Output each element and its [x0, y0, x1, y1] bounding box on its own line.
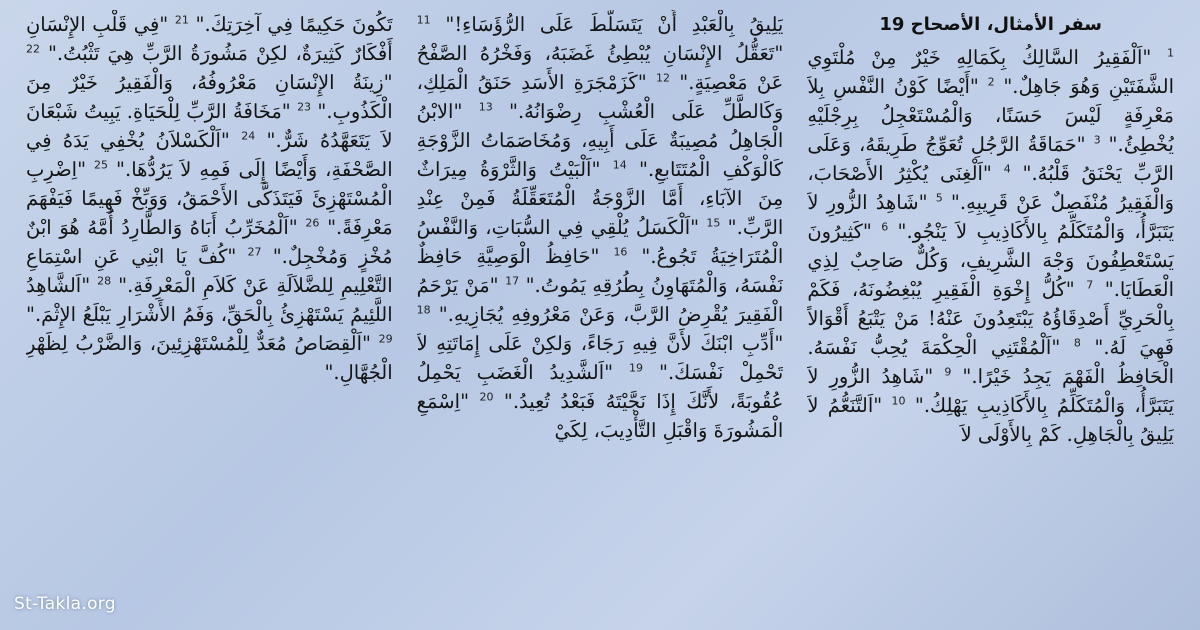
column-right: [807, 10, 1174, 570]
column-right-text: $^1$ "اَلْفَقِيرُ السَّالِكُ بِكَمَالِهِ خَيْرٌ مِنْ مُلْتَوِي الشَّفَتَيْنِ وَهُوَ جَاهِلٌ." $^2$ "أَيْضًا كَوْنُ النَّفْسِ بِلاَ مَعْرِفَةٍ لَيْسَ حَسَنًا، وَالْمُسْتَعْجِلُ بِرِجْلَيْهِ يُخْطِئُ." $^3$ "حَمَاقَةُ الرَّجُلِ تُعَوِّجُ طَرِيقَهُ، وَعَلَى الرَّبِّ يَحْنَقُ قَلْبُهُ." $^4$ "اَلْغِنَى يُكْثِرُ الأَصْحَابَ، وَالْفَقِيرُ مُنْفَصِلٌ عَنْ قَرِيبِهِ." $^5$ "شَاهِدُ الزُّورِ لاَ يَتَبَرَّأُ، وَالْمُتَكَلِّمُ بِالأَكَاذِيبِ لاَ يَنْجُو." $^6$ "كَثِيرُونَ يَسْتَعْطِفُونَ وَجْهَ الشَّرِيفِ، وَكُلٌّ صَاحِبٌ لِذِي الْعَطَايَا." $^7$ "كُلُّ إِخْوَةِ الْفَقِيرِ يُبْغِضُونَهُ، فَكَمْ بِالْحَرِيِّ أَصْدِقَاؤُهُ يَبْتَعِدُونَ عَنْهُ! مَنْ يَتْبَعُ أَقْوَالاً فَهِيَ لَهُ." $^8$ "اَلْمُقْتَنِي الْحِكْمَةَ يُحِبُّ نَفْسَهُ. الْحَافِظُ الْفَهْمَ يَجِدُ خَيْرًا." $^9$ "شَاهِدُ الزُّورِ لاَ يَتَبَرَّأُ، وَالْمُتَكَلِّمُ بِالأَكَاذِيبِ يَهْلِكُ." $^{10}$ "اَلتَّنَعُّمُ لاَ يَلِيقُ بِالْجَاهِلِ. كَمْ بِالأَوْلَى لاَ: [807, 46, 1174, 446]
column-left-text: تَكُونَ حَكِيمًا فِي آخِرَتِكَ." $^{21}$ "فِي قَلْبِ الإِنْسَانِ أَفْكَارٌ كَثِيرَةٌ، لكِنْ مَشُورَةُ الرَّبِّ هِيَ تَثْبُتُ." $^{22}$ "زِينَةُ الإِنْسَانِ مَعْرُوفُهُ، وَالْفَقِيرُ خَيْرٌ مِنَ الْكَذُوبِ." $^{23}$ "مَخَافَةُ الرَّبِّ لِلْحَيَاةِ. يَبِيتُ شَبْعَانَ لاَ يَتَعَهَّدُهُ شَرٌّ." $^{24}$ "اَلْكَسْلاَنُ يُخْفِي يَدَهُ فِي الصَّحْفَةِ، وَأَيْضًا إِلَى فَمِهِ لاَ يَرُدُّهَا." $^{25}$ "اِضْرِبِ الْمُسْتَهْزِئَ فَيَتَذَكَّى الأَحْمَقُ، وَوَبِّخْ فَهِيمًا فَيَفْهَمَ مَعْرِفَةً." $^{26}$ "اَلْمُخَرِّبُ أَبَاهُ وَالطَّارِدُ أُمَّهُ هُوَ ابْنٌ مُخْزٍ وَمُخْجِلٌ." $^{27}$ "كُفَّ يَا ابْنِي عَنِ اسْتِمَاعِ التَّعْلِيمِ لِلضَّلاَلَةِ عَنْ كَلاَمِ الْمَعْرِفَةِ." $^{28}$ "اَلشَّاهِدُ اللَّئِيمُ يَسْتَهْزِئُ بِالْحَقِّ، وَفَمُ الأَشْرَارِ يَبْلَعُ الإِثْمَ." $^{29}$ "اَلْقِصَاصُ مُعَدٌّ لِلْمُسْتَهْزِئِينَ، وَالضَّرْبُ لِظَهْرِ الْجُهَّالِ.": [25, 13, 393, 384]
column-left: [26, 10, 393, 570]
site-watermark: St-Takla.org: [14, 594, 116, 614]
column-middle-text: يَلِيقُ بِالْعَبْدِ أَنْ يَتَسَلَّطَ عَلَى الرُّؤَسَاءِ!" $^{11}$ "تَعَقُّلُ الإِنْسَانِ يُبْطِئُ غَضَبَهُ، وَفَخْرُهُ الصَّفْحُ عَنْ مَعْصِيَةٍ." $^{12}$ "كَزَمْجَرَةِ الأَسَدِ حَنَقُ الْمَلِكِ، وَكَالطَّلِّ عَلَى الْعُشْبِ رِضْوَانُهُ." $^{13}$ "الابْنُ الْجَاهِلُ مُصِيبَةٌ عَلَى أَبِيهِ، وَمُخَاصَمَاتُ الزَّوْجَةِ كَالْوَكْفِ الْمُتَتَابعِ." $^{14}$ "اَلْبَيْتُ وَالثَّرْوَةُ مِيرَاثٌ مِنَ الآبَاءِ، أَمَّا الزَّوْجَةُ الْمُتَعَقِّلَةُ فَمِنْ عِنْدِ الرَّبِّ." $^{15}$ "اَلْكَسَلُ يُلْقِي فِي السُّبَاتِ، وَالنَّفْسُ الْمُتَرَاخِيَةُ تَجُوعُ." $^{16}$ "حَافِظُ الْوَصِيَّةِ حَافِظٌ نَفْسَهُ، وَالْمُتَهَاوِنُ بِطُرُقِهِ يَمُوتُ." $^{17}$ "مَنْ يَرْحَمُ الْفَقِيرَ يُقْرِضُ الرَّبَّ، وَعَنْ مَعْرُوفِهِ يُجَازِيهِ." $^{18}$ "أَدِّبِ ابْنَكَ لأَنَّ فِيهِ رَجَاءً، وَلكِنْ عَلَى إِمَاتَتِهِ لاَ تَحْمِلْ نَفْسَكَ." $^{19}$ "اَلشَّدِيدُ الْغَضَبِ يَحْمِلُ عُقُوبَةً، لأَنَّكَ إِذَا نَجَّيْتَهُ فَبَعْدُ تُعِيدُ." $^{20}$ "اِسْمَعِ الْمَشُورَةَ وَاقْبَلِ التَّأْدِيبَ، لِكَيْ: [416, 13, 784, 442]
chapter-title: سفر الأمثال، الأصحاح 19: [879, 14, 1102, 35]
column-middle: [417, 10, 784, 570]
